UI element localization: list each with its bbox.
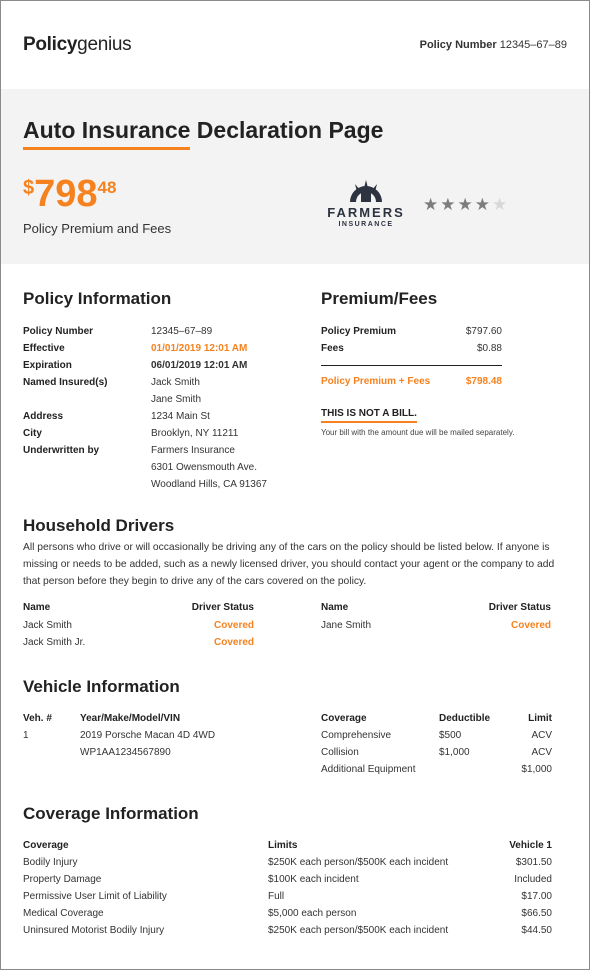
rating-stars	[423, 195, 509, 215]
total-price	[23, 173, 116, 216]
policy-info-label: Effective	[23, 343, 65, 354]
policy-info-value: Woodland Hills, CA 91367	[151, 479, 267, 490]
vehicle-col-deductible: Deductible	[439, 713, 491, 724]
star-icon: ★	[474, 195, 492, 214]
price-caption: Policy Premium and Fees	[23, 221, 172, 236]
insurer-sub: INSURANCE	[338, 221, 394, 228]
coverage-name: Bodily Injury	[23, 857, 78, 868]
vehicle-col-ymm: Year/Make/Model/VIN	[80, 713, 181, 724]
policy-info-label: City	[23, 428, 42, 439]
header-policy-number	[420, 39, 567, 51]
star-icon: ★	[457, 195, 475, 214]
driver-status: Covered	[213, 637, 254, 648]
drivers-col-status-right: Driver Status	[488, 602, 551, 613]
star-icon: ★	[440, 195, 458, 214]
coverage-limits: $250K each person/$500K each incident	[268, 925, 449, 936]
bill-note: Your bill with the amount due will be mailed separately.	[321, 428, 515, 437]
driver-name: Jack Smith Jr.	[23, 637, 86, 648]
premium-total-value: $798.48	[465, 376, 502, 387]
price-cents: 48	[97, 178, 117, 197]
coverage-col-limits: Limits	[268, 840, 298, 851]
farmers-emblem-icon	[346, 179, 386, 203]
coverage-vehicle-value: $17.00	[521, 891, 552, 902]
coverage-vehicle-value: Included	[514, 874, 552, 885]
insurer-name: FARMERS	[327, 205, 405, 220]
premium-label: Policy Premium	[321, 326, 397, 337]
star-icon: ★	[492, 195, 510, 214]
premium-value: $797.60	[465, 326, 502, 337]
vehicle-ymm-line1: 2019 Porsche Macan 4D 4WD	[80, 730, 216, 741]
drivers-col-name-left: Name	[23, 602, 51, 613]
farmers-logo	[321, 179, 411, 228]
vehicle-deductible: $1,000	[439, 747, 470, 758]
coverage-limits: $250K each person/$500K each incident	[268, 857, 449, 868]
logo-rest: genius	[77, 34, 132, 55]
policy-info-label: Named Insured(s)	[23, 377, 108, 388]
policygenius-logo[interactable]	[23, 34, 131, 56]
coverage-col-coverage: Coverage	[23, 840, 69, 851]
vehicle-limit: $1,000	[521, 764, 552, 775]
price-dollars: 798	[34, 173, 98, 215]
policy-info-value: 6301 Owensmouth Ave.	[151, 462, 257, 473]
drivers-description: All persons who drive or will occasionally be driving any of the cars on the policy should be listed below. If anyone is missing or needs to be added, such as a newly licensed driver, you should contact your agent or the company to add that person before they begin to drive any of the cars covered on the policy.	[23, 542, 555, 587]
vehicle-deductible: $500	[439, 730, 462, 741]
top-bar	[1, 1, 589, 89]
driver-status: Covered	[213, 620, 254, 631]
driver-name: Jack Smith	[23, 620, 72, 631]
policy-info-value: 12345–67–89	[151, 326, 213, 337]
drivers-col-status-left: Driver Status	[191, 602, 254, 613]
premium-label: Fees	[321, 343, 344, 354]
coverage-limits: $5,000 each person	[268, 908, 357, 919]
policy-info-label: Address	[23, 411, 64, 422]
policy-info-label: Policy Number	[23, 326, 94, 337]
policy-info-label: Underwritten by	[23, 445, 100, 456]
vehicle-limit: ACV	[531, 747, 552, 758]
vehicle-title: Vehicle Information	[23, 677, 180, 696]
coverage-vehicle-value: $66.50	[521, 908, 552, 919]
logo-bold: Policy	[23, 34, 78, 55]
coverage-col-vehicle: Vehicle 1	[509, 840, 552, 851]
coverage-name: Property Damage	[23, 874, 102, 885]
policy-info-value: Jane Smith	[151, 394, 202, 405]
coverage-vehicle-value: $301.50	[515, 857, 552, 868]
header-policy-number-value: 12345–67–89	[499, 39, 567, 51]
premium-total-label: Policy Premium + Fees	[321, 376, 431, 387]
hero-banner	[1, 89, 589, 264]
premium-divider	[321, 365, 502, 366]
coverage-title: Coverage Information	[23, 804, 199, 823]
policy-info-label: Expiration	[23, 360, 72, 371]
driver-status: Covered	[510, 620, 551, 631]
policy-info-value: Jack Smith	[151, 377, 200, 388]
page-title-underlined: Auto Insurance	[23, 117, 191, 143]
vehicle-col-coverage: Coverage	[321, 713, 367, 724]
price-currency: $	[23, 177, 35, 199]
policy-info-value: 01/01/2019 12:01 AM	[151, 343, 248, 354]
vehicle-col-veh: Veh. #	[23, 713, 52, 724]
vehicle-number: 1	[23, 730, 29, 741]
coverage-name: Medical Coverage	[23, 908, 104, 919]
driver-name: Jane Smith	[321, 620, 372, 631]
header-policy-number-label: Policy Number	[419, 39, 497, 51]
vehicle-limit: ACV	[531, 730, 552, 741]
coverage-name: Permissive User Limit of Liability	[23, 891, 167, 902]
policy-info-value: Farmers Insurance	[151, 445, 235, 456]
vehicle-ymm-line2: WP1AA1234567890	[80, 747, 171, 758]
drivers-title: Household Drivers	[23, 516, 175, 535]
star-icon: ★	[423, 195, 441, 214]
not-a-bill-notice: THIS IS NOT A BILL.	[321, 408, 417, 419]
coverage-limits: Full	[268, 891, 285, 902]
page-title	[23, 117, 383, 144]
policy-info-value: 1234 Main St	[151, 411, 210, 422]
premium-title: Premium/Fees	[321, 289, 438, 308]
drivers-col-name-right: Name	[321, 602, 349, 613]
coverage-name: Uninsured Motorist Bodily Injury	[23, 925, 165, 936]
page-title-rest: Declaration Page	[190, 117, 384, 143]
coverage-limits: $100K each incident	[268, 874, 359, 885]
premium-value: $0.88	[476, 343, 502, 354]
vehicle-coverage-name: Comprehensive	[321, 730, 392, 741]
vehicle-col-limit: Limit	[528, 713, 552, 724]
policy-info-value: Brooklyn, NY 11211	[151, 428, 239, 439]
vehicle-coverage-name: Additional Equipment	[321, 764, 416, 775]
policy-info-title: Policy Information	[23, 289, 172, 308]
vehicle-coverage-name: Collision	[321, 747, 359, 758]
policy-info-value: 06/01/2019 12:01 AM	[151, 360, 248, 371]
coverage-vehicle-value: $44.50	[521, 925, 552, 936]
